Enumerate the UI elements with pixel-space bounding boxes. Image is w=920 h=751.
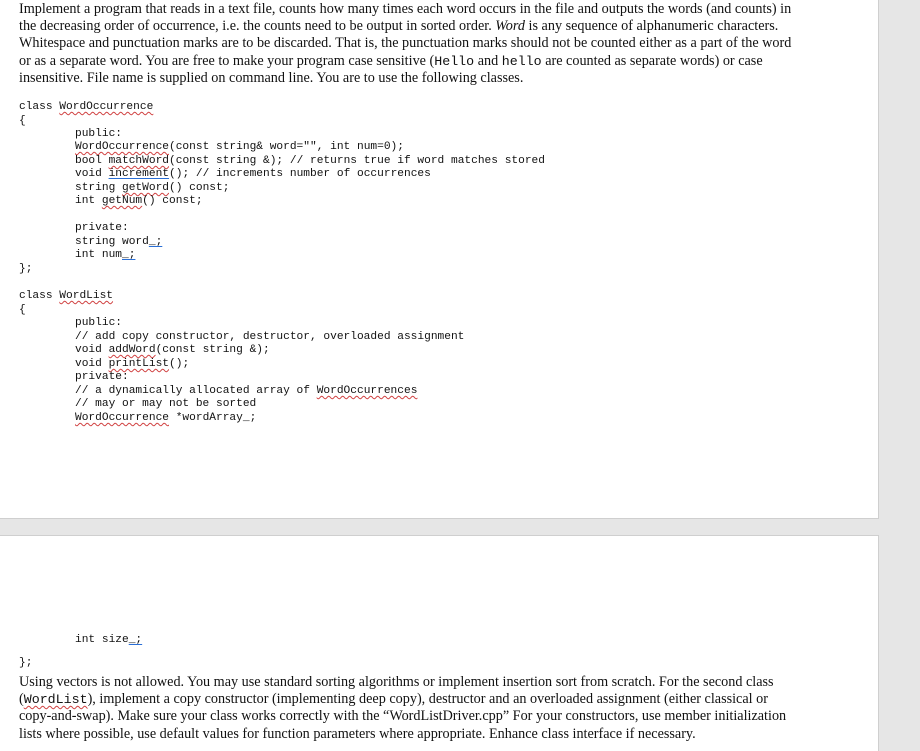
member-num-suffix: _; <box>122 249 136 261</box>
printlist-name: printList <box>108 358 170 370</box>
class-name-wordoccurrence: WordOccurrence <box>59 101 154 113</box>
matchword-line <box>75 155 545 169</box>
getnum-rest: () const; <box>142 195 203 207</box>
member-word-suffix: _; <box>148 236 163 248</box>
private-label: private: <box>75 371 129 383</box>
increment-line <box>75 168 431 182</box>
addword-type: void <box>75 344 109 356</box>
member-size-decl: int size <box>75 634 129 646</box>
class-keyword: class <box>19 290 60 302</box>
public-label: public: <box>75 317 122 329</box>
intro-and: and <box>474 52 502 69</box>
ctor-rest: (const string& word="", int num=0); <box>169 141 404 153</box>
increment-rest: (); // increments number of occurrences <box>169 168 431 180</box>
matchword-rest: (const string &); // returns true if word matches stored <box>169 155 545 167</box>
ctor-name: WordOccurrence <box>75 141 169 153</box>
member-wordarray <box>75 412 256 426</box>
increment-type: void <box>75 168 109 180</box>
getword-name: getWord <box>122 182 169 194</box>
intro-text-3: are counted as separate words) or case insensitive. File name is supplied on command line. You are to use the following classes. <box>19 52 763 86</box>
member-size-suffix: _; <box>128 634 143 646</box>
word-emphasis: Word <box>495 18 525 35</box>
comment-array <box>75 385 417 399</box>
intro-text-1: Implement a program that reads in a text file, counts how many times each word occurs in the file and outputs the words (and counts) in the decreasing order of occurrence, i.e. the counts need to be output in sorted order. <box>19 1 792 35</box>
comment-array-text: // a dynamically allocated array of <box>75 385 317 397</box>
ctor-line <box>75 141 404 155</box>
comment-line: // add copy constructor, destructor, overloaded assignment <box>75 331 465 343</box>
increment-name: increment <box>108 168 170 180</box>
wordlist-code: WordList <box>23 692 88 708</box>
member-wordarray-type: WordOccurrence <box>75 412 169 424</box>
class-name-wordlist: WordList <box>59 290 114 302</box>
addword-name: addWord <box>108 344 156 356</box>
member-word-decl: string word <box>75 236 149 248</box>
document-page-2 <box>0 535 879 751</box>
getnum-name: getNum <box>101 195 143 207</box>
intro-text-2: is any sequence of alphanumeric characters. Whitespace and punctuation marks are to be discarded. That is, the punctuation marks should not be counted either as a part of the word or as a separate word. You are free to make your program case sensitive ( <box>19 18 792 69</box>
public-label: public: <box>75 128 122 140</box>
close-brace: }; <box>19 657 33 669</box>
printlist-line <box>75 358 189 372</box>
member-num-decl: int num <box>75 249 122 261</box>
open-brace: { <box>19 115 26 127</box>
comment-array-type: WordOccurrences <box>316 385 418 397</box>
class-header-wordoccurrence <box>19 101 153 115</box>
private-label: private: <box>75 222 129 234</box>
open-brace: { <box>19 304 26 316</box>
getnum-type: int <box>75 195 102 207</box>
addword-line <box>75 344 270 358</box>
hello-code-2: hello <box>501 53 542 69</box>
matchword-type: bool <box>75 155 109 167</box>
member-wordarray-name: *wordArray_; <box>169 412 257 424</box>
addword-rest: (const string &); <box>155 344 270 356</box>
member-num <box>75 249 135 263</box>
hello-code-1: Hello <box>434 53 475 69</box>
class-keyword: class <box>19 101 60 113</box>
outro-text-1: Using vectors is not allowed. You may use standard sorting algorithms or implement insertion sort from scratch. For the second class ( <box>19 674 774 708</box>
getword-type: string <box>75 182 122 194</box>
intro-paragraph <box>19 1 799 87</box>
outro-paragraph <box>19 674 799 743</box>
member-size <box>75 634 142 648</box>
member-word <box>75 236 162 250</box>
getword-line <box>75 182 229 196</box>
getword-rest: () const; <box>169 182 230 194</box>
matchword-name: matchWord <box>108 155 170 167</box>
outro-text-2: ), implement a copy constructor (implementing deep copy), destructor and an overloaded assignment (either classical or copy-and-swap). Make sure your class works correctly with the “WordListDriver.cpp” For your constructors, use member initialization lists where possible, use default values for function parameters where appropriate. Enhance class interface if necessary. <box>19 691 787 742</box>
printlist-rest: (); <box>169 358 190 370</box>
class-header-wordlist <box>19 290 113 304</box>
getnum-line <box>75 195 203 209</box>
close-brace: }; <box>19 263 33 275</box>
comment-line: // may or may not be sorted <box>75 398 257 410</box>
printlist-type: void <box>75 358 109 370</box>
